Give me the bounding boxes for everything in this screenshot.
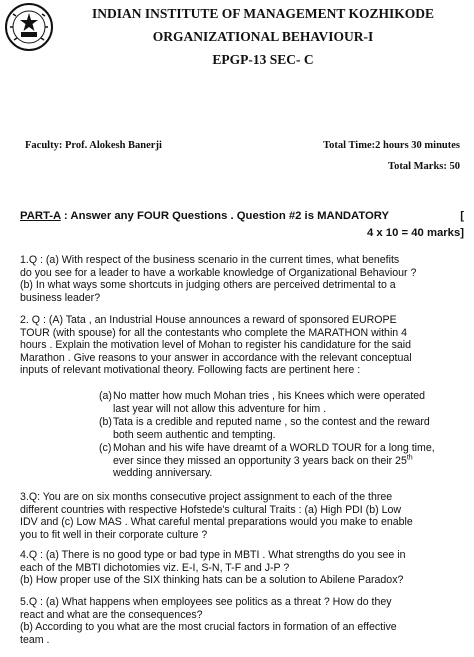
- q4-line: 4.Q : (a) There is no good type or bad type in MBTI . What strengths do you see in: [20, 549, 406, 561]
- q5-line: react and what are the consequences?: [20, 608, 203, 621]
- total-time: Total Time:2 hours 30 minutes: [323, 140, 460, 151]
- question-1: [20, 254, 460, 304]
- q5-line: 5.Q : (a) What happens when employees see politics as a threat ? How do they: [20, 596, 392, 608]
- fact-line: No matter how much Mohan tries , his Knees which were operated: [113, 390, 426, 402]
- question-5: [20, 596, 460, 646]
- q3-line: you to fit well in their corporate culture ?: [20, 528, 208, 541]
- q2-line: Marathon . Give reasons to your answer in accordance with the relevant conceptual: [20, 351, 412, 364]
- question-4: [20, 549, 460, 587]
- part-a-marks: 4 x 10 = 40 marks]: [366, 227, 464, 239]
- q1-line: 1.Q : (a) With respect of the business scenario in the current times, what benefits: [20, 254, 400, 266]
- total-marks: Total Marks: 50: [388, 161, 460, 172]
- q5-line: team .: [20, 633, 50, 646]
- q5-line: (b) According to you what are the most crucial factors in formation of an effective: [20, 621, 397, 634]
- fact-b: [99, 416, 458, 441]
- fact-line: [113, 455, 458, 468]
- iim-kozhikode-logo: [4, 2, 54, 52]
- q4-line: (b) How proper use of the SIX thinking hats can be a solution to Abilene Paradox?: [20, 574, 404, 587]
- marks-bracket: [: [460, 210, 464, 222]
- faculty-name: Faculty: Prof. Alokesh Banerji: [25, 140, 162, 151]
- section-title: EPGP-13 SEC- C: [212, 52, 314, 67]
- fact-label: (a): [99, 390, 112, 402]
- q2-line: inputs of relevant motivational theory. Following facts are pertinent here :: [20, 364, 361, 377]
- institute-name: INDIAN INSTITUTE OF MANAGEMENT KOZHIKODE: [91, 6, 435, 21]
- fact-a: [99, 390, 458, 415]
- ordinal-suffix: th: [406, 454, 413, 462]
- q1-line: business leader?: [20, 291, 101, 304]
- q3-line: different countries with respective Hofstede's cultural Traits : (a) High PDI (b) Low: [20, 503, 402, 516]
- fact-line: both seem authentic and tempting.: [113, 428, 276, 441]
- course-title: ORGANIZATIONAL BEHAVIOUR-I: [152, 29, 374, 44]
- q2-line: TOUR (with spouse) for all the contestants who complete the MARATHON within 4: [20, 326, 408, 339]
- fact-label: (c): [99, 442, 112, 454]
- fact-line: Tata is a credible and reputed name , so the contest and the reward: [113, 416, 430, 428]
- part-a-instruction: : Answer any FOUR Questions . Question #2 is MANDATORY: [60, 210, 390, 222]
- question-2: [20, 314, 460, 377]
- fact-line: Mohan and his wife have dreamt of a WORLD TOUR for a long time,: [113, 442, 435, 454]
- q3-line: IDV and (c) Low MAS . What careful mental preparations would you make to enable: [20, 516, 413, 529]
- part-a-label: PART-A: [20, 210, 61, 222]
- q2-line: hours . Explain the motivation level of Mohan to register his candidature for the said: [20, 339, 412, 352]
- q2-line: 2. Q : (A) Tata , an Industrial House announces a reward of sponsored EUROPE: [20, 314, 397, 326]
- question-3: [20, 491, 460, 541]
- part-a-heading: [20, 210, 460, 222]
- q3-line: 3.Q: You are on six months consecutive project assignment to each of the three: [20, 491, 393, 503]
- q1-line: do you see for a leader to have a workable knowledge of Organizational Behaviour ?: [20, 266, 417, 279]
- fact-label: (b): [99, 416, 112, 428]
- fact-line: wedding anniversary.: [113, 467, 213, 480]
- fact-text: ever since they missed an opportunity 3 years back on their 25: [113, 454, 407, 467]
- q1-line: (b) In what ways some shortcuts in judging others are perceived detrimental to a: [20, 279, 396, 292]
- fact-line: last year will not allow this adventure for him .: [113, 402, 327, 415]
- fact-c: [99, 442, 458, 480]
- q4-line: each of the MBTI dichotomies viz. E-I, S-N, T-F and J-P ?: [20, 561, 290, 574]
